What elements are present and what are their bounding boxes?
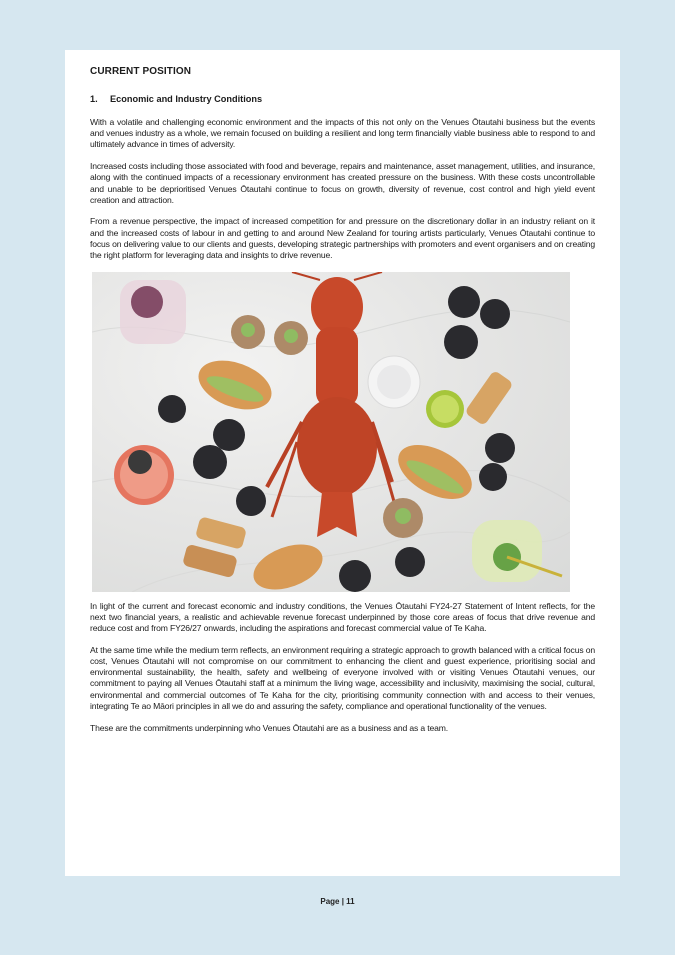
food-platter-illustration [92, 272, 570, 592]
page-heading: CURRENT POSITION [90, 66, 192, 77]
paragraph-increased-costs: Increased costs including those associated with food and beverage, repairs and maintenance, asset management, utilities, and insurance, along with the continued impacts of a recessionary environment has created pressure on the business. With these costs uncontrollable and unable to be deprioritised Venues Ōtautahi continue to focus on growth, diversity of revenue, cost control and high yield event creation and attraction. [90, 161, 595, 205]
bread-roll-icon [247, 536, 328, 592]
paragraph-revenue-perspective: From a revenue perspective, the impact of increased competition for and pressure on the discretionary dollar in an industry reliant on it and the increased costs of labour in and getting to and around New Zealand for touring artists particularly, Venues Ōtautahi continue to focus on delivering value to our clients and guests, developing strategic partnerships with promoters and event organisers and on creating the right platform for leveraging data and insights to drive revenue. [90, 216, 595, 261]
section-title: Economic and Industry Conditions [110, 94, 263, 104]
paragraph-commitments: At the same time while the medium term reflects, an environment requiring a strategic approach to growth balanced with a critical focus on cost, Venues Ōtautahi will not compromise on our commitment to enhancing the client and guest experience, prioritising social and environmental sustainability, the health, safety and wellbeing of everyone involved with or visiting Venues Ōtautahi venues, our commitment to paying all Venues Ōtautahi staff at a minimum the living wage, accessibility and inclusivity, maximising the social, cultural, environmental and commercial outcomes of Te Kaha for the city, prioritising community connection with and access to their venues, integrating Te ao Māori principles in all we do and assuring the safety, compliance and operational functionality of the venues. [90, 644, 595, 711]
bread-roll-icon [192, 351, 278, 418]
paragraph-closing: These are the commitments underpinning who Venues Ōtautahi are as a business and as a team. [90, 722, 449, 733]
section-number: 1. [90, 94, 98, 104]
page-number: Page | 11 [320, 897, 355, 906]
food-platter-photo [92, 272, 570, 592]
paragraph-economic-environment: With a volatile and challenging economic environment and the impacts of this not only on the Venues Ōtautahi business but the events and venues industry as a whole, we remain focused on building a resilient and long term financially viable business able to respond to and ultimately advance in times of adversity. [90, 117, 595, 150]
paragraph-forecast: In light of the current and forecast economic and industry conditions, the Venues Ōtautahi FY24-27 Statement of Intent reflects, for the next two financial years, a realistic and achievable revenue forecast underpinned by those core areas of focus that drive revenue and reduce cost and from FY26/27 onwards, including the aspirations and forecast commercial value of Te Kaha. [90, 600, 595, 634]
crayfish-icon [267, 272, 397, 537]
document-page [65, 50, 620, 876]
page-content [90, 66, 595, 744]
section-heading [90, 94, 595, 104]
